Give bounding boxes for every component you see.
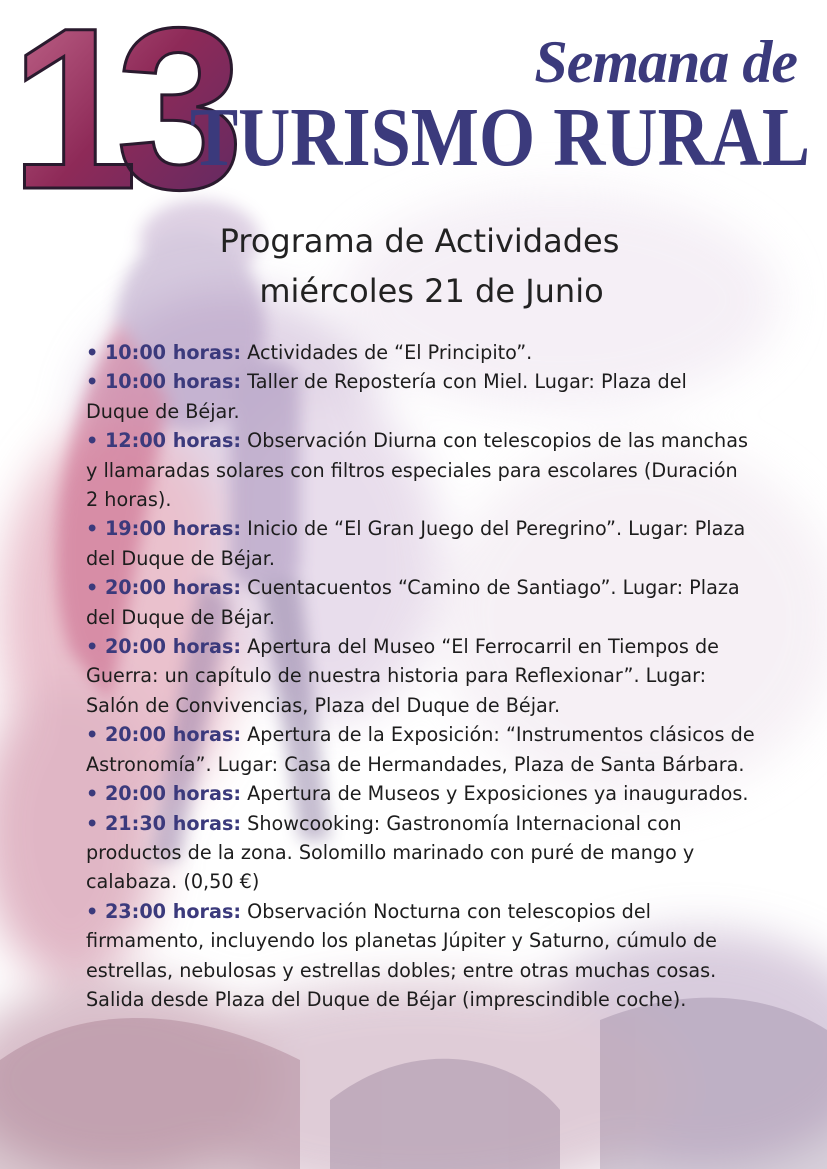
bullet-icon: • <box>86 782 105 806</box>
activity-text: Inicio de “El Gran Juego del Peregrino”. Lugar: Plaza del Duque de Béjar. <box>86 517 746 570</box>
bullet-icon: • <box>86 576 105 600</box>
header-subtitle: Semana de <box>534 29 797 95</box>
activity-text: Observación Nocturna con telescopios del firmamento, incluyendo los planetas Júpiter y Saturno, cúmulo de estrellas, nebulosas y estrellas dobles; entre otras muchas cosas. Salida desde Plaza del Duque de Béjar (imprescindible coche). <box>86 899 717 1011</box>
heading-line-2: miércoles 21 de Junio <box>259 272 604 310</box>
bullet-icon: • <box>86 899 105 923</box>
event-number-13 <box>10 0 222 237</box>
list-item <box>86 632 756 720</box>
list-item <box>86 809 756 897</box>
activity-time: 20:00 horas: <box>104 782 242 806</box>
activity-time: 19:00 horas: <box>104 517 242 541</box>
activity-text: Cuentacuentos “Camino de Santiago”. Lugar: Plaza del Duque de Béjar. <box>86 576 740 629</box>
list-item <box>86 338 756 367</box>
list-item <box>86 720 756 779</box>
header-title: TURISMO RURAL <box>190 91 811 184</box>
activity-time: 12:00 horas: <box>104 429 242 453</box>
activity-text: Apertura de la Exposición: “Instrumentos clásicos de Astronomía”. Lugar: Casa de Hermandades, Plaza de Santa Bárbara. <box>86 723 755 776</box>
bullet-icon: • <box>86 635 105 659</box>
activity-text: Showcooking: Gastronomía Internacional con productos de la zona. Solomillo marinado con puré de mango y calabaza. (0,50 €) <box>86 811 695 894</box>
activity-time: 20:00 horas: <box>104 723 242 747</box>
activity-time: 10:00 horas: <box>104 370 242 394</box>
bullet-icon: • <box>86 811 105 835</box>
activity-text: Apertura del Museo “El Ferrocarril en Tiempos de Guerra: un capítulo de nuestra historia para Reflexionar”. Lugar: Salón de Convivencias, Plaza del Duque de Béjar. <box>86 635 719 717</box>
activity-time: 23:00 horas: <box>104 899 242 923</box>
activity-list <box>86 338 756 1014</box>
activity-text: Observación Diurna con telescopios de las manchas y llamaradas solares con filtros especiales para escolares (Duración 2 horas). <box>86 429 748 512</box>
activity-time: 20:00 horas: <box>104 635 242 659</box>
bullet-icon: • <box>86 723 105 747</box>
activity-time: 20:00 horas: <box>104 576 242 600</box>
list-item <box>86 426 756 514</box>
activity-text: Taller de Repostería con Miel. Lugar: Plaza del Duque de Béjar. <box>86 370 687 423</box>
heading-line-1: Programa de Actividades <box>219 222 620 260</box>
bullet-icon: • <box>86 370 105 394</box>
number-text: 13 <box>10 0 222 237</box>
activity-text: Actividades de “El Principito”. <box>247 341 533 364</box>
list-item <box>86 367 756 426</box>
activity-text: Apertura de Museos y Exposiciones ya inaugurados. <box>247 782 749 806</box>
bullet-icon: • <box>86 429 105 453</box>
activity-time: 10:00 horas: <box>104 341 242 364</box>
list-item <box>86 514 756 573</box>
bullet-icon: • <box>86 517 105 541</box>
bullet-icon: • <box>86 341 105 364</box>
list-item <box>86 897 756 1015</box>
list-item <box>86 779 756 808</box>
activity-time: 21:30 horas: <box>104 811 242 835</box>
list-item <box>86 573 756 632</box>
